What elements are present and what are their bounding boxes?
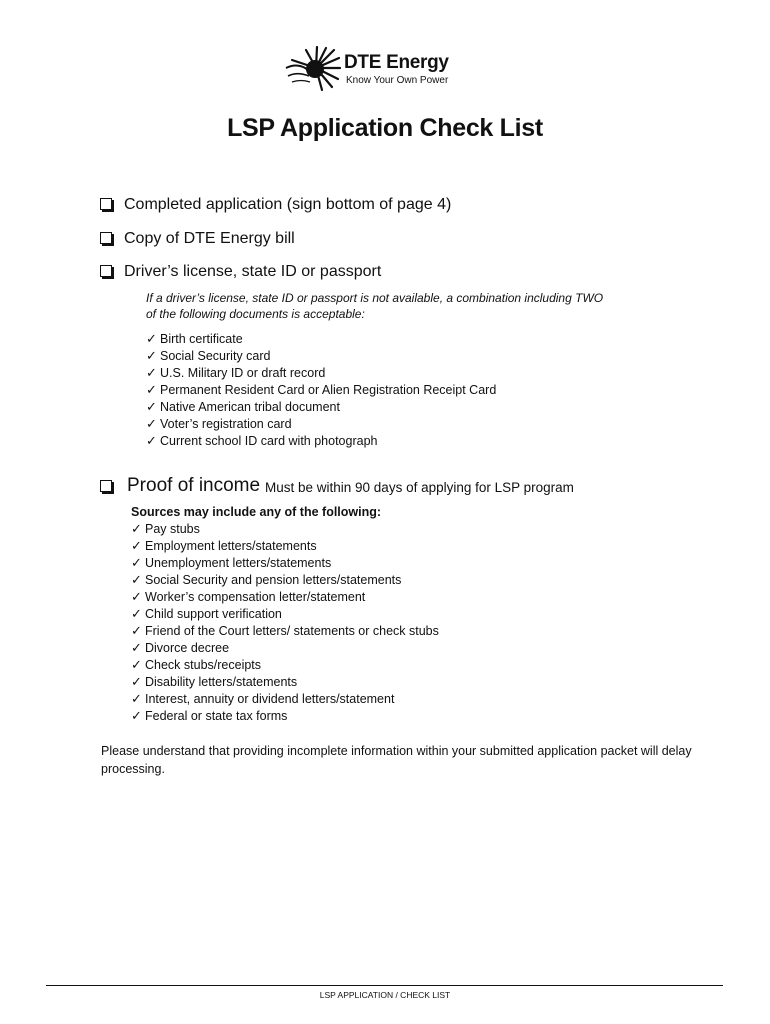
check-mark-icon: ✓: [131, 657, 142, 672]
checkbox-completed-application[interactable]: [100, 198, 112, 210]
list-item: ✓ U.S. Military ID or draft record: [146, 365, 326, 380]
logo-tagline: Know Your Own Power: [346, 75, 449, 86]
list-item: ✓ Current school ID card with photograph: [146, 433, 378, 448]
check-mark-icon: ✓: [131, 589, 142, 604]
checkbox-proof-of-income[interactable]: [100, 480, 112, 492]
list-item: ✓ Worker’s compensation letter/statement: [131, 589, 366, 604]
list-item: ✓ Interest, annuity or dividend letters/statement: [131, 691, 395, 706]
page-footer: LSP APPLICATION / CHECK LIST: [319, 990, 451, 1000]
list-item: ✓ Social Security card: [146, 348, 271, 363]
checklist-item-completed-application: Completed application (sign bottom of page 4): [124, 196, 452, 213]
check-mark-icon: ✓: [146, 399, 157, 414]
checklist-item-drivers-license: Driver’s license, state ID or passport: [124, 263, 382, 280]
list-item: ✓ Social Security and pension letters/statements: [131, 572, 402, 587]
income-sources-heading: Sources may include any of the following:: [131, 505, 382, 519]
check-mark-icon: ✓: [146, 365, 157, 380]
check-mark-icon: ✓: [131, 691, 142, 706]
list-item: ✓ Child support verification: [131, 606, 282, 621]
list-item: ✓ Permanent Resident Card or Alien Registration Receipt Card: [146, 382, 497, 397]
check-mark-icon: ✓: [131, 674, 142, 689]
list-item: ✓ Disability letters/statements: [131, 674, 298, 689]
check-mark-icon: ✓: [131, 606, 142, 621]
list-item: ✓ Employment letters/statements: [131, 538, 317, 553]
sun-burst-logo-icon: [282, 46, 342, 92]
checklist-item-proof-of-income: Proof of income: [127, 475, 261, 496]
footer-divider: [46, 985, 723, 986]
checklist-item-energy-bill: Copy of DTE Energy bill: [124, 230, 295, 247]
check-mark-icon: ✓: [131, 555, 142, 570]
check-mark-icon: ✓: [146, 348, 157, 363]
check-mark-icon: ✓: [131, 708, 142, 723]
list-item: ✓ Voter’s registration card: [146, 416, 292, 431]
income-timing-note: Must be within 90 days of applying for LSP program: [265, 480, 574, 495]
check-mark-icon: ✓: [131, 572, 142, 587]
check-mark-icon: ✓: [131, 538, 142, 553]
page-title: LSP Application Check List: [227, 114, 543, 142]
check-mark-icon: ✓: [146, 382, 157, 397]
id-alternative-note: If a driver’s license, state ID or passport is not available, a combination including TWO of the following documents is acceptable:: [146, 291, 604, 321]
dte-energy-logo: [282, 46, 482, 94]
check-mark-icon: ✓: [146, 433, 157, 448]
list-item: ✓ Native American tribal document: [146, 399, 340, 414]
checkbox-energy-bill[interactable]: [100, 232, 112, 244]
list-item: ✓ Check stubs/receipts: [131, 657, 262, 672]
list-item: ✓ Birth certificate: [146, 331, 243, 346]
check-mark-icon: ✓: [131, 640, 142, 655]
check-mark-icon: ✓: [146, 416, 157, 431]
check-mark-icon: ✓: [146, 331, 157, 346]
list-item: ✓ Friend of the Court letters/ statements or check stubs: [131, 623, 439, 638]
check-mark-icon: ✓: [131, 623, 142, 638]
list-item: ✓ Divorce decree: [131, 640, 230, 655]
list-item: ✓ Federal or state tax forms: [131, 708, 288, 723]
income-sources-list: [131, 520, 439, 724]
list-item: ✓ Unemployment letters/statements: [131, 555, 332, 570]
list-item: ✓ Pay stubs: [131, 521, 200, 536]
check-mark-icon: ✓: [131, 521, 142, 536]
processing-notice: Please understand that providing incomplete information within your submitted application packet will delay processing.: [101, 744, 692, 776]
checkbox-drivers-license[interactable]: [100, 265, 112, 277]
logo-brand-name: DTE Energy: [344, 52, 449, 73]
id-documents-list: [146, 330, 496, 449]
